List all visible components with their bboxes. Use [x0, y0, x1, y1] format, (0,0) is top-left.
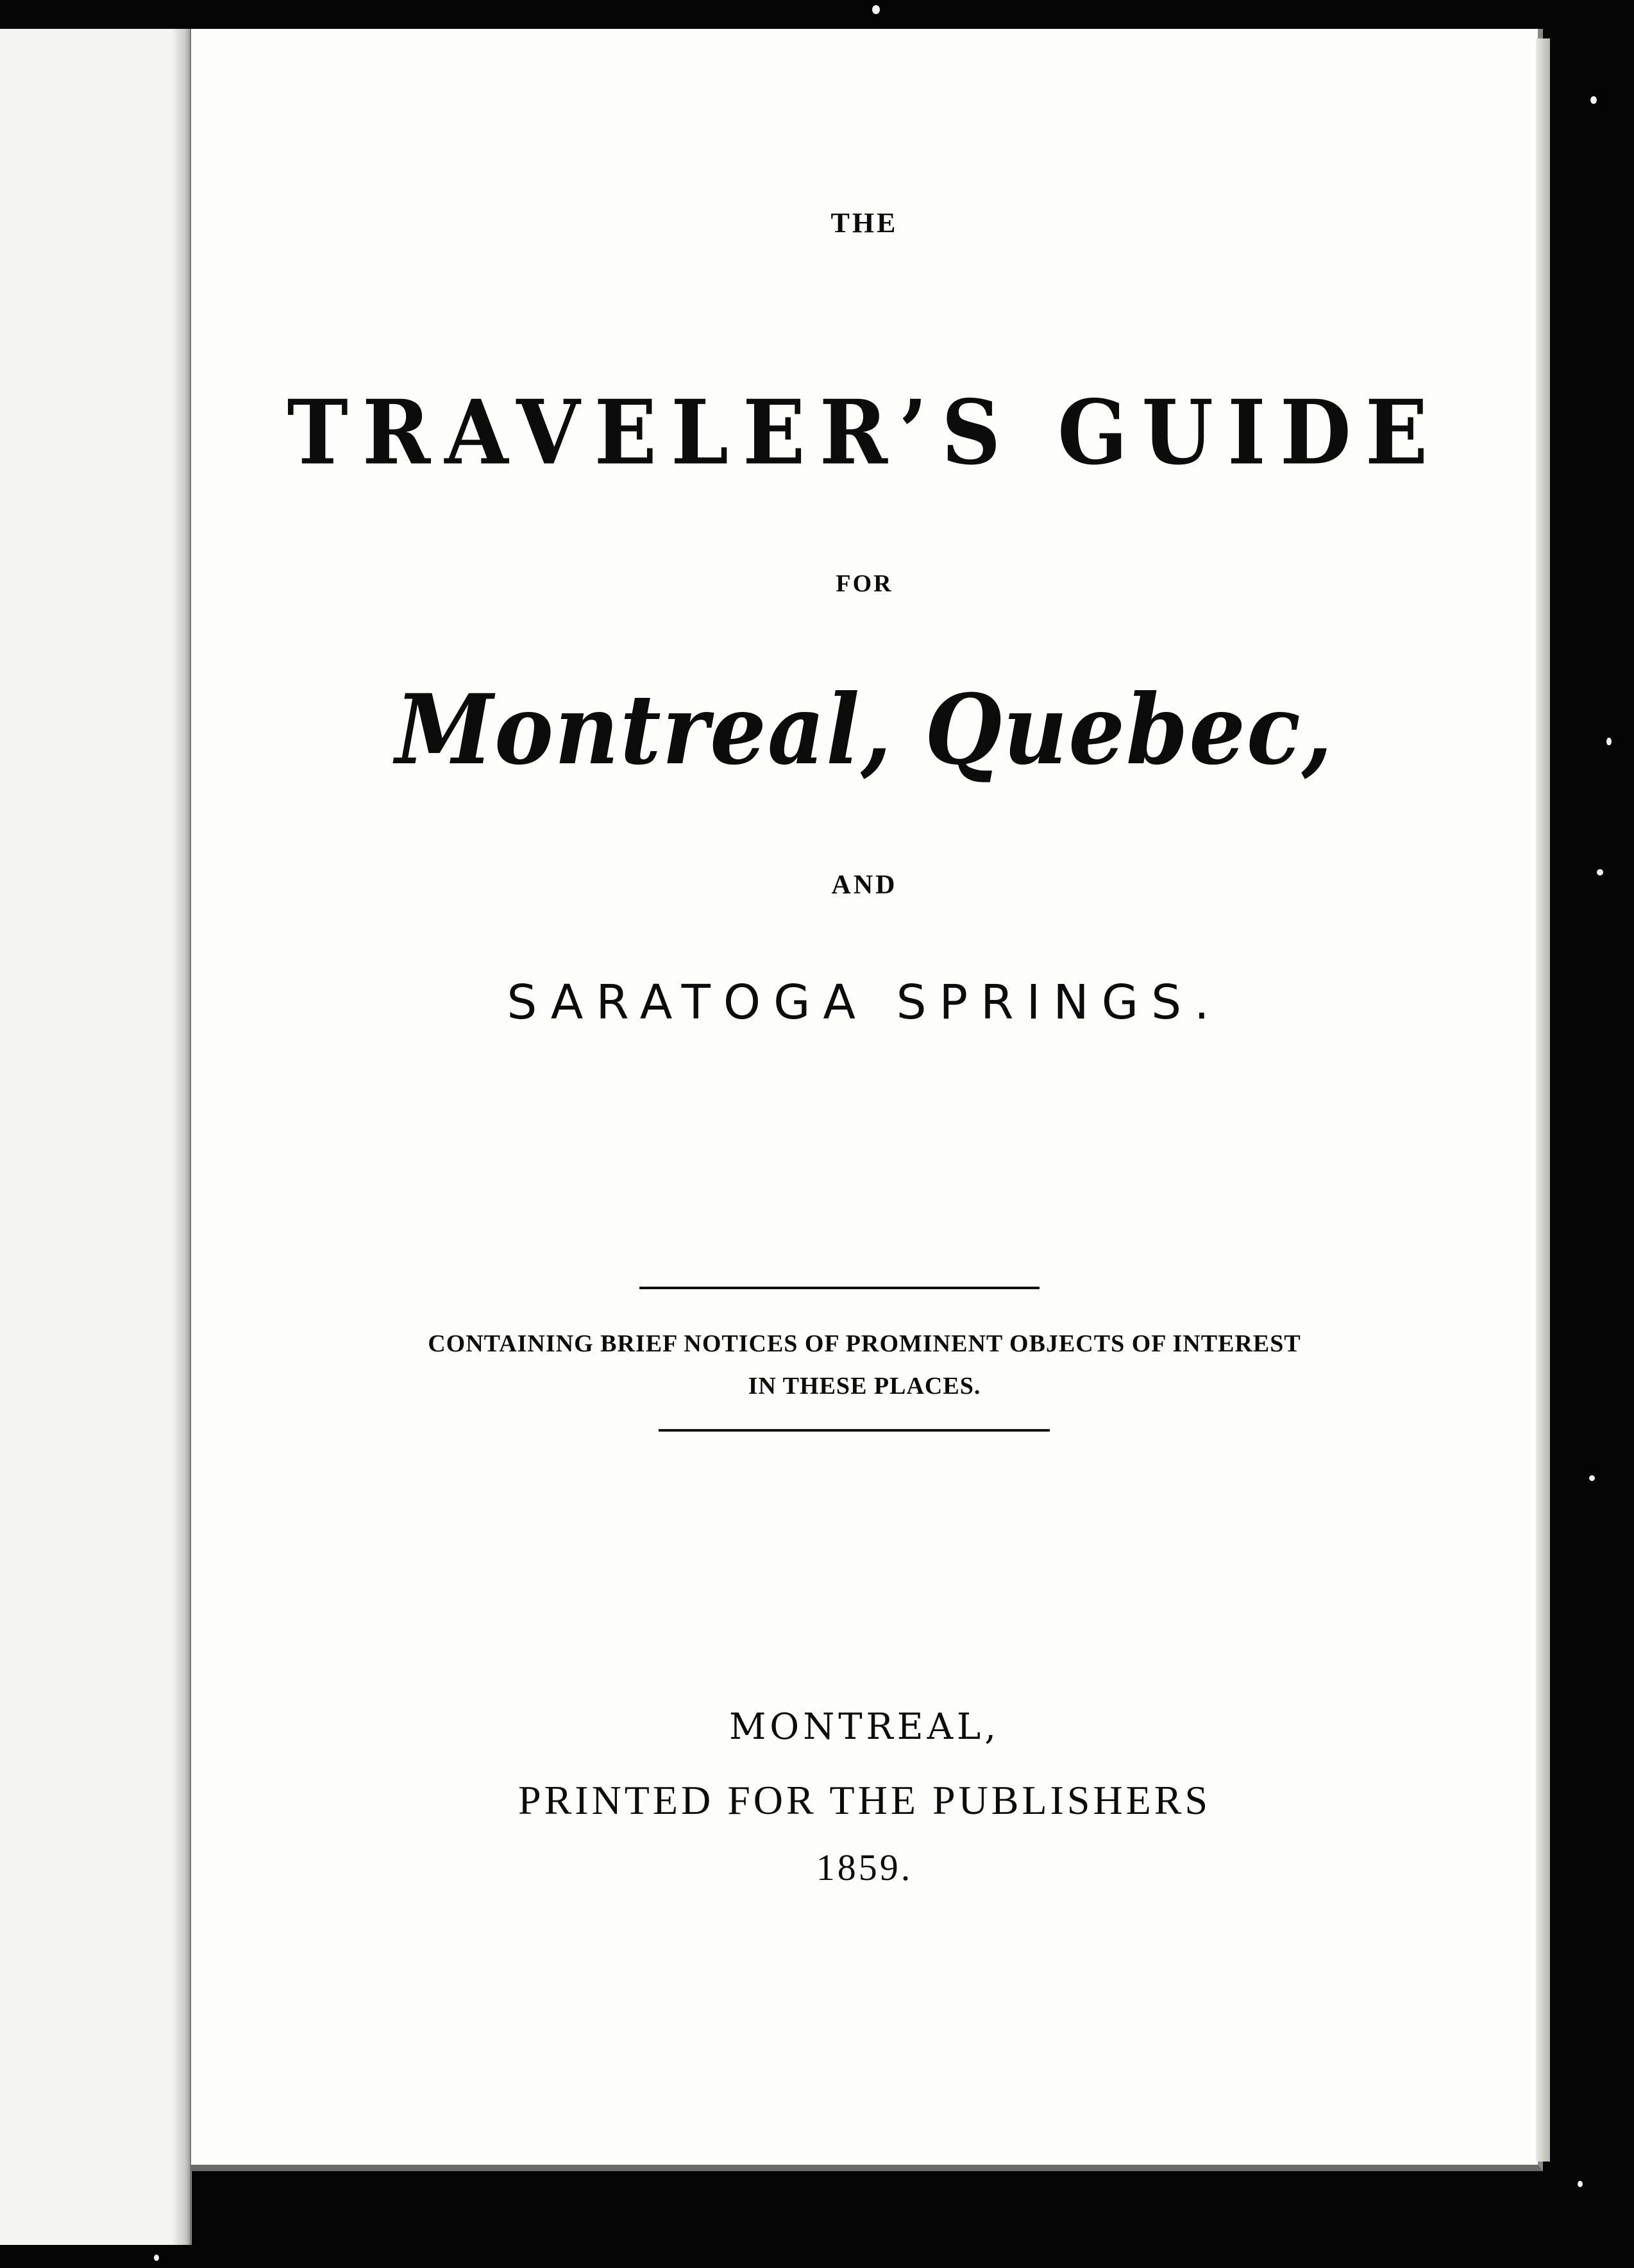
- dust-speck: [1590, 96, 1597, 104]
- subtitle-line-1: CONTAINING BRIEF NOTICES OF PROMINENT OBJECTS OF INTEREST: [428, 1330, 1301, 1357]
- title-for: FOR: [836, 570, 893, 597]
- imprint-city: MONTREAL,: [729, 1706, 1000, 1748]
- title-places: Montreal, Quebec,: [395, 673, 1334, 786]
- dust-speck: [154, 2255, 159, 2261]
- gutter-shadow: [172, 29, 191, 2245]
- page-edge: [1536, 38, 1550, 2162]
- top-rule: [639, 1287, 1040, 1289]
- title-saratoga: SARATOGA SPRINGS.: [507, 975, 1222, 1030]
- imprint-publisher: PRINTED FOR THE PUBLISHERS: [518, 1777, 1211, 1823]
- dust-speck: [1597, 869, 1603, 876]
- book-title: TRAVELER’S GUIDE: [287, 381, 1442, 485]
- facing-page-strip: [0, 29, 192, 2245]
- title-the: THE: [830, 207, 898, 239]
- subtitle-notice: [191, 1323, 1538, 1407]
- dust-speck: [1578, 2181, 1583, 2187]
- subtitle-line-2: IN THESE PLACES.: [748, 1373, 981, 1400]
- dust-speck: [872, 5, 880, 14]
- title-and: AND: [831, 870, 898, 900]
- imprint-year: 1859.: [816, 1847, 913, 1888]
- bottom-rule: [659, 1429, 1050, 1432]
- dust-speck: [1606, 738, 1612, 745]
- dust-speck: [1589, 1475, 1595, 1481]
